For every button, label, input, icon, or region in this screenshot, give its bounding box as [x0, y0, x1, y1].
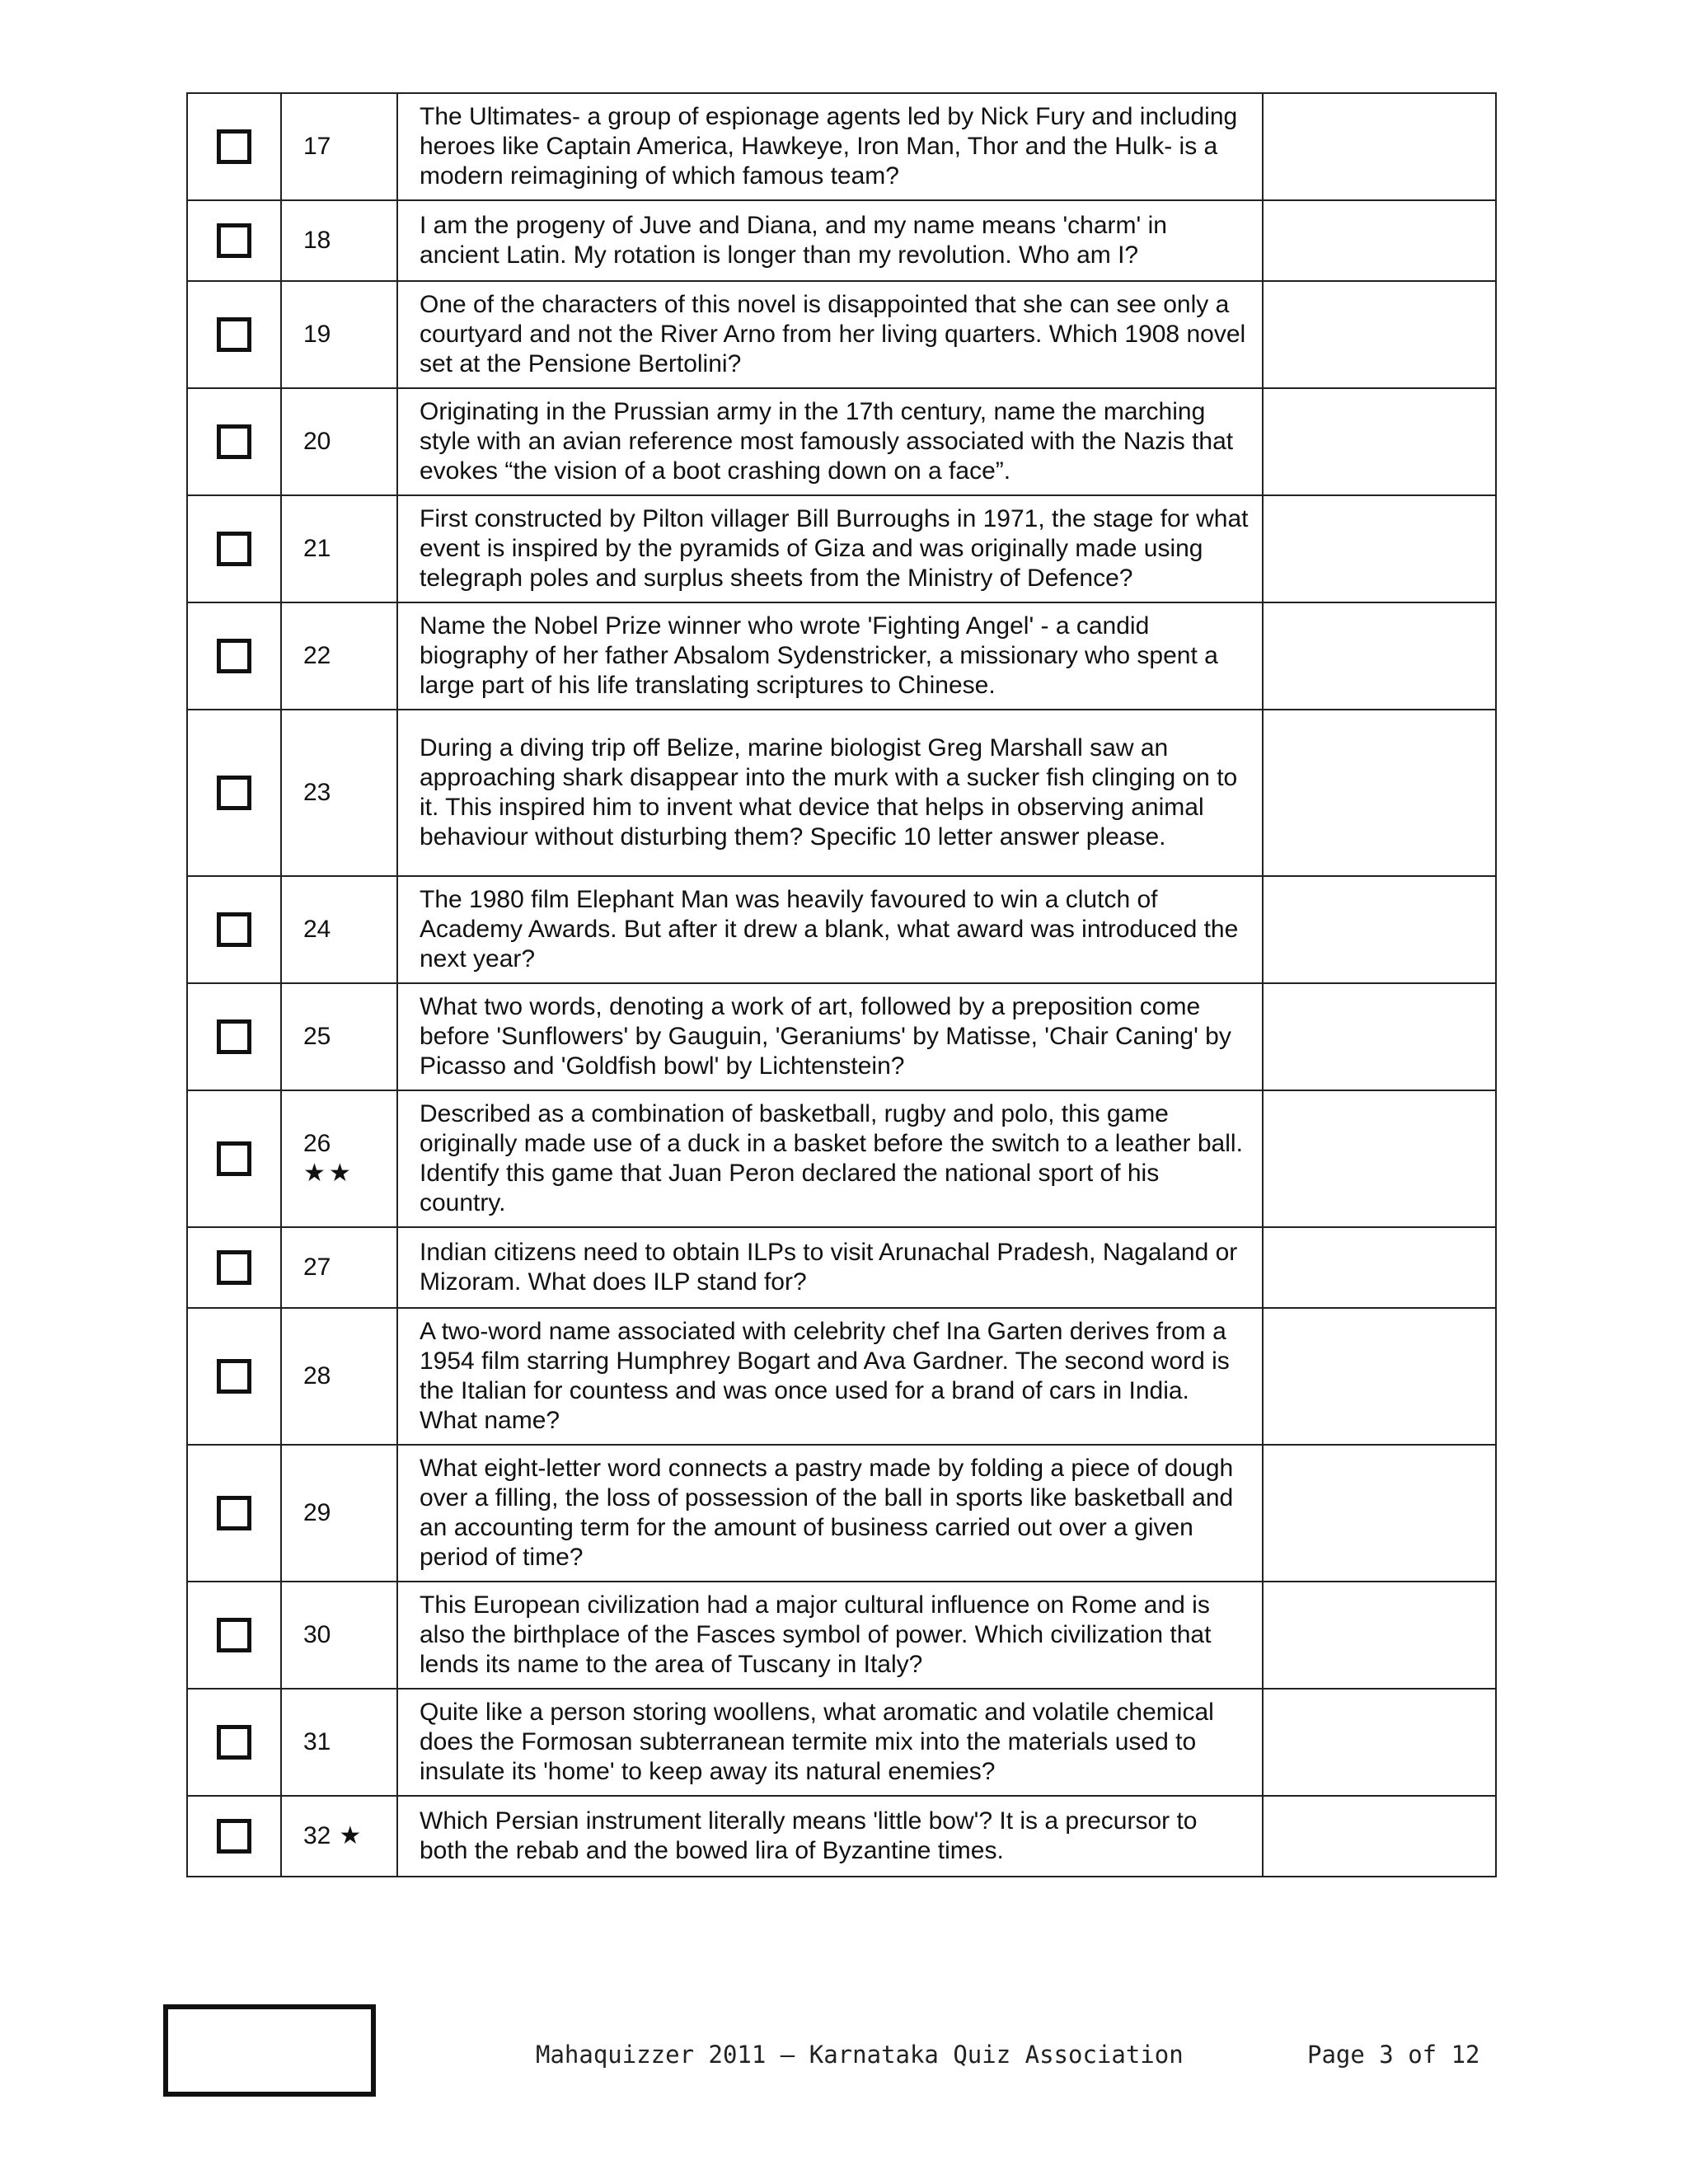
- question-number: 26: [303, 1130, 331, 1157]
- question-number: 25: [303, 1023, 331, 1050]
- answer-cell: [1263, 1796, 1496, 1877]
- question-number: 24: [303, 916, 331, 943]
- answer-field[interactable]: [1264, 284, 1495, 386]
- question-text: What eight-letter word connects a pastry made by folding a piece of dough over a filling, the loss of possession of the ball in sports like basketball and an accounting term for the amount of business carried out over a given period of time?: [397, 1445, 1263, 1582]
- question-row: [187, 495, 1496, 602]
- question-row: [187, 1689, 1496, 1796]
- question-checkbox[interactable]: [217, 1141, 251, 1176]
- answer-field[interactable]: [1264, 1446, 1495, 1580]
- question-number-cell: [281, 1090, 397, 1227]
- checkbox-cell: [187, 1227, 281, 1308]
- answer-cell: [1263, 388, 1496, 495]
- answer-field[interactable]: [1264, 96, 1495, 198]
- answer-cell: [1263, 602, 1496, 710]
- checkbox-cell: [187, 1796, 281, 1877]
- answer-cell: [1263, 1689, 1496, 1796]
- question-number: 18: [303, 227, 331, 254]
- difficulty-stars: ★★: [303, 1160, 354, 1187]
- checkbox-cell: [187, 1090, 281, 1227]
- question-checkbox[interactable]: [217, 532, 251, 566]
- answer-cell: [1263, 1308, 1496, 1445]
- question-checkbox[interactable]: [217, 1725, 251, 1760]
- question-number: 22: [303, 642, 331, 669]
- answer-cell: [1263, 983, 1496, 1090]
- question-text: The Ultimates- a group of espionage agents led by Nick Fury and including heroes like Captain America, Hawkeye, Iron Man, Thor and the Hulk- is a modern reimagining of which famous team?: [397, 93, 1263, 200]
- question-row: [187, 1445, 1496, 1582]
- question-text: A two-word name associated with celebrity chef Ina Garten derives from a 1954 film starring Humphrey Bogart and Ava Gardner. The second word is the Italian for countess and was once used for a brand of cars in India. What name?: [397, 1308, 1263, 1445]
- checkbox-cell: [187, 495, 281, 602]
- answer-field[interactable]: [1264, 879, 1495, 981]
- question-text: This European civilization had a major cultural influence on Rome and is also the birthplace of the Fasces symbol of power. Which civilization that lends its name to the area of Tuscany in Italy?: [397, 1582, 1263, 1689]
- page-number: Page 3 of 12: [1307, 2041, 1480, 2069]
- answer-field[interactable]: [1264, 498, 1495, 600]
- checkbox-cell: [187, 876, 281, 983]
- answer-cell: [1263, 93, 1496, 200]
- question-number-cell: [281, 1796, 397, 1877]
- quiz-question-table: [186, 92, 1497, 1877]
- question-text: Originating in the Prussian army in the 17th century, name the marching style with an avian reference most famously associated with the Nazis that evokes “the vision of a boot crashing down on a face”.: [397, 388, 1263, 495]
- question-number-cell: [281, 1689, 397, 1796]
- difficulty-stars: ★: [339, 1822, 365, 1849]
- answer-field[interactable]: [1264, 1092, 1495, 1226]
- answer-field[interactable]: [1264, 985, 1495, 1089]
- checkbox-cell: [187, 602, 281, 710]
- checkbox-cell: [187, 1445, 281, 1582]
- question-number: 29: [303, 1499, 331, 1526]
- answer-field[interactable]: [1264, 604, 1495, 708]
- quiz-table-body: [187, 93, 1496, 1877]
- question-row: [187, 983, 1496, 1090]
- question-text: During a diving trip off Belize, marine biologist Greg Marshall saw an approaching shark disappear into the murk with a sucker fish clinging on to it. This inspired him to invent what device that helps in observing animal behaviour without disturbing them? Specific 10 letter answer please.: [397, 710, 1263, 876]
- question-number: 31: [303, 1728, 331, 1755]
- checkbox-cell: [187, 710, 281, 876]
- answer-cell: [1263, 200, 1496, 281]
- question-checkbox[interactable]: [217, 639, 251, 673]
- question-number-cell: [281, 710, 397, 876]
- answer-cell: [1263, 281, 1496, 388]
- question-number-cell: [281, 1308, 397, 1445]
- question-number: 21: [303, 535, 331, 562]
- question-checkbox[interactable]: [217, 912, 251, 947]
- question-row: [187, 1308, 1496, 1445]
- question-number-cell: [281, 93, 397, 200]
- question-checkbox[interactable]: [217, 1250, 251, 1285]
- question-number: 30: [303, 1621, 331, 1648]
- question-number: 32: [303, 1822, 331, 1849]
- question-text: Which Persian instrument literally means 'little bow'? It is a precursor to both the rebab and the bowed lira of Byzantine times.: [397, 1796, 1263, 1877]
- question-checkbox[interactable]: [217, 1019, 251, 1054]
- answer-field[interactable]: [1264, 1797, 1495, 1875]
- question-text: Described as a combination of basketball, rugby and polo, this game originally made use of a duck in a basket before the switch to a leather ball. Identify this game that Juan Peron declared the national sport of his country.: [397, 1090, 1263, 1227]
- footer-title: Mahaquizzer 2011 – Karnataka Quiz Association: [536, 2041, 1184, 2069]
- question-number-cell: [281, 200, 397, 281]
- answer-cell: [1263, 1582, 1496, 1689]
- question-number: 19: [303, 321, 331, 348]
- question-row: [187, 1796, 1496, 1877]
- score-box: [163, 2004, 376, 2097]
- question-text: What two words, denoting a work of art, followed by a preposition come before 'Sunflowers' by Gauguin, 'Geraniums' by Matisse, 'Chair Caning' by Picasso and 'Goldfish bowl' by Lichtenstein?: [397, 983, 1263, 1090]
- checkbox-cell: [187, 1308, 281, 1445]
- question-checkbox[interactable]: [217, 317, 251, 352]
- question-row: [187, 1090, 1496, 1227]
- question-text: Indian citizens need to obtain ILPs to visit Arunachal Pradesh, Nagaland or Mizoram. What does ILP stand for?: [397, 1227, 1263, 1308]
- question-number-cell: [281, 1227, 397, 1308]
- question-checkbox[interactable]: [217, 424, 251, 459]
- question-row: [187, 1582, 1496, 1689]
- question-checkbox[interactable]: [217, 1618, 251, 1652]
- question-number: 27: [303, 1254, 331, 1281]
- question-number: 17: [303, 133, 331, 160]
- question-row: [187, 876, 1496, 983]
- question-text: First constructed by Pilton villager Bill Burroughs in 1971, the stage for what event is inspired by the pyramids of Giza and was originally made using telegraph poles and surplus sheets from the Ministry of Defence?: [397, 495, 1263, 602]
- checkbox-cell: [187, 93, 281, 200]
- question-number-cell: [281, 983, 397, 1090]
- answer-cell: [1263, 495, 1496, 602]
- question-checkbox[interactable]: [217, 129, 251, 164]
- question-number-cell: [281, 388, 397, 495]
- question-row: [187, 710, 1496, 876]
- question-text: Name the Nobel Prize winner who wrote 'Fighting Angel' - a candid biography of her father Absalom Sydenstricker, a missionary who spent a large part of his life translating scriptures to Chinese.: [397, 602, 1263, 710]
- question-row: [187, 1227, 1496, 1308]
- answer-field[interactable]: [1264, 1691, 1495, 1793]
- answer-field[interactable]: [1264, 1310, 1495, 1443]
- answer-field[interactable]: [1264, 1229, 1495, 1306]
- checkbox-cell: [187, 388, 281, 495]
- question-checkbox[interactable]: [217, 1359, 251, 1394]
- answer-cell: [1263, 710, 1496, 876]
- checkbox-cell: [187, 200, 281, 281]
- question-text: I am the progeny of Juve and Diana, and my name means 'charm' in ancient Latin. My rotation is longer than my revolution. Who am I?: [397, 200, 1263, 281]
- question-number-cell: [281, 602, 397, 710]
- checkbox-cell: [187, 281, 281, 388]
- question-number-cell: [281, 876, 397, 983]
- question-number-cell: [281, 495, 397, 602]
- question-row: [187, 388, 1496, 495]
- question-row: [187, 93, 1496, 200]
- checkbox-cell: [187, 983, 281, 1090]
- answer-field[interactable]: [1264, 1583, 1495, 1687]
- question-text: Quite like a person storing woollens, what aromatic and volatile chemical does the Formosan subterranean termite mix into the materials used to insulate its 'home' to keep away its natural enemies?: [397, 1689, 1263, 1796]
- question-number-cell: [281, 1445, 397, 1582]
- question-row: [187, 602, 1496, 710]
- question-number: 20: [303, 428, 331, 455]
- question-checkbox[interactable]: [217, 223, 251, 258]
- question-number: 28: [303, 1362, 331, 1390]
- question-row: [187, 281, 1496, 388]
- answer-field[interactable]: [1264, 202, 1495, 279]
- question-checkbox[interactable]: [217, 1819, 251, 1854]
- answer-field[interactable]: [1264, 711, 1495, 874]
- answer-cell: [1263, 876, 1496, 983]
- answer-cell: [1263, 1090, 1496, 1227]
- answer-field[interactable]: [1264, 390, 1495, 494]
- question-text: One of the characters of this novel is disappointed that she can see only a courtyard and not the River Arno from her living quarters. Which 1908 novel set at the Pensione Bertolini?: [397, 281, 1263, 388]
- answer-cell: [1263, 1227, 1496, 1308]
- question-number-cell: [281, 1582, 397, 1689]
- question-number: 23: [303, 779, 331, 806]
- checkbox-cell: [187, 1689, 281, 1796]
- question-text: The 1980 film Elephant Man was heavily favoured to win a clutch of Academy Awards. But after it drew a blank, what award was introduced the next year?: [397, 876, 1263, 983]
- checkbox-cell: [187, 1582, 281, 1689]
- question-checkbox[interactable]: [217, 1496, 251, 1530]
- question-row: [187, 200, 1496, 281]
- answer-cell: [1263, 1445, 1496, 1582]
- question-number-cell: [281, 281, 397, 388]
- question-checkbox[interactable]: [217, 776, 251, 810]
